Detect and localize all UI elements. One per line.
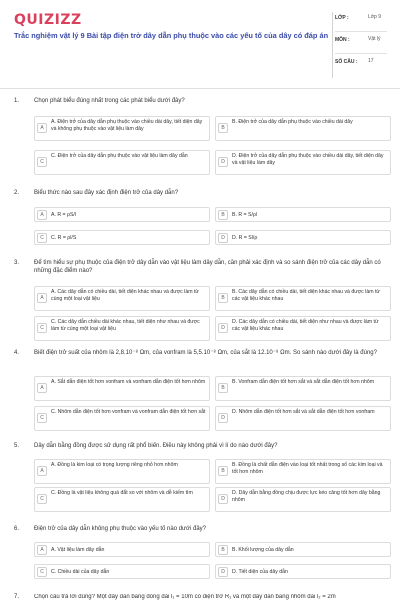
option-text: A. Sắt dẫn điện tốt hơn vonfram và vonfram dẫn điện tốt hơn nhôm bbox=[51, 379, 206, 385]
option-text: B. Vonfram dẫn điện tốt hơn sắt và sắt dẫn điện tốt hơn nhôm bbox=[232, 379, 375, 385]
option-a[interactable] bbox=[34, 207, 210, 222]
option-text: D. Nhôm dẫn điện tốt hơn sắt và sắt dẫn điện tốt hơn vonfram bbox=[232, 409, 375, 415]
option-text: C. Đồng là vật liệu không quá đắt so với nhôm và dễ kiếm tìm bbox=[51, 490, 193, 496]
option-text: A. R = ρS/l bbox=[51, 212, 77, 218]
option-letter: B bbox=[218, 210, 228, 220]
option-letter: A bbox=[37, 210, 47, 220]
option-text: A. Điện trở của dây dẫn phụ thuộc vào chiều dài dây, tiết diện dây và không phụ thuộc vào vật liệu làm dây bbox=[51, 119, 203, 132]
option-c[interactable] bbox=[34, 487, 210, 512]
option-b[interactable] bbox=[215, 116, 391, 141]
document-title: Trắc nghiệm vật lý 9 Bài tập điện trở dây dẫn phụ thuộc vào các yếu tố của dây có đáp án bbox=[14, 31, 329, 40]
question-text: Chọn câu trả lời đúng? Một dây dẫn bằng đồng dài l₁ = 10m có điện trở R₁ và một dây dẫn bằng nhôm dài l₂ = 2m bbox=[34, 594, 336, 600]
meta-value: 17 bbox=[368, 58, 374, 64]
option-text: B. R = S/ρl bbox=[232, 212, 258, 218]
option-text: D. R = Sl/ρ bbox=[232, 235, 258, 241]
option-d[interactable] bbox=[215, 487, 391, 512]
question-text: Biểu thức nào sau đây xác định điện trở của dây dẫn? bbox=[34, 190, 179, 196]
question-number: 5. bbox=[14, 443, 20, 449]
meta-box bbox=[332, 12, 386, 78]
option-d[interactable] bbox=[215, 564, 391, 579]
option-b[interactable] bbox=[215, 286, 391, 311]
option-letter: C bbox=[37, 233, 47, 243]
meta-label: LỚP : bbox=[335, 15, 349, 21]
option-a[interactable] bbox=[34, 459, 210, 484]
option-text: D. Dây dẫn bằng đồng chịu được lực kéo căng tốt hơn dây bằng nhôm bbox=[232, 490, 381, 503]
option-letter: D bbox=[218, 323, 228, 333]
option-c[interactable] bbox=[34, 150, 210, 175]
option-letter: A bbox=[37, 123, 47, 133]
meta-row-count bbox=[335, 56, 387, 76]
question-text: Dây dẫn bằng đồng được sử dụng rất phổ biến. Điều này không phải vì lí do nào dưới đây? bbox=[34, 443, 278, 449]
option-text: A. Đồng là kim loại có trọng lượng riêng nhỏ hơn nhôm bbox=[51, 462, 178, 468]
question-number: 4. bbox=[14, 350, 20, 356]
option-letter: C bbox=[37, 413, 47, 423]
header-divider bbox=[0, 88, 400, 89]
option-a[interactable] bbox=[34, 376, 210, 401]
option-letter: B bbox=[218, 383, 228, 393]
option-c[interactable] bbox=[34, 230, 210, 245]
option-b[interactable] bbox=[215, 376, 391, 401]
option-letter: D bbox=[218, 413, 228, 423]
question-text: Biết điện trở suất của nhôm là 2,8.10⁻⁸ Ωm, của vonfram là 5,5.10⁻⁸ Ωm, của sắt là 12.10⁻⁸ Ωm. So sánh nào dưới đây là đúng? bbox=[34, 350, 377, 356]
option-b[interactable] bbox=[215, 459, 391, 484]
option-text: D. Các dây dẫn có chiều dài, tiết diện như nhau và được làm từ các vật liệu khác nhau bbox=[232, 319, 379, 332]
option-d[interactable] bbox=[215, 230, 391, 245]
document-header bbox=[0, 0, 400, 86]
option-letter: B bbox=[218, 293, 228, 303]
option-text: C. R = ρl/S bbox=[51, 235, 77, 241]
option-letter: B bbox=[218, 545, 228, 555]
meta-value: Lớp 9 bbox=[368, 14, 382, 20]
question-number: 6. bbox=[14, 526, 20, 532]
option-a[interactable] bbox=[34, 542, 210, 557]
meta-value: Vật lý bbox=[368, 36, 381, 42]
question-text: Chọn phát biểu đúng nhất trong các phát biểu dưới đây? bbox=[34, 98, 185, 104]
option-letter: C bbox=[37, 494, 47, 504]
option-letter: D bbox=[218, 567, 228, 577]
option-text: C. Nhôm dẫn điện tốt hơn vonfram và vonfram dẫn điện tốt hơn sắt bbox=[51, 409, 206, 415]
option-b[interactable] bbox=[215, 207, 391, 222]
option-text: C. Chiều dài của dây dẫn bbox=[51, 569, 110, 575]
option-text: A. Vật liệu làm dây dẫn bbox=[51, 547, 105, 553]
question-number: 1. bbox=[14, 98, 20, 104]
question-text: Để tìm hiểu sự phụ thuộc của điện trở dây dẫn vào vật liệu làm dây dẫn, cần phải xác định và so sánh điện trở của các dây dẫn có những đặc điểm nào? bbox=[34, 260, 381, 274]
option-d[interactable] bbox=[215, 150, 391, 175]
option-c[interactable] bbox=[34, 564, 210, 579]
option-text: B. Điện trở của dây dẫn phụ thuộc vào chiều dài dây bbox=[232, 119, 353, 125]
option-letter: D bbox=[218, 157, 228, 167]
option-letter: A bbox=[37, 383, 47, 393]
option-text: B. Khối lượng của dây dẫn bbox=[232, 547, 294, 553]
option-text: C. Điện trở của dây dẫn phụ thuộc vào vật liệu làm dây dẫn bbox=[51, 153, 188, 159]
meta-label: MÔN : bbox=[335, 37, 350, 43]
option-b[interactable] bbox=[215, 542, 391, 557]
option-c[interactable] bbox=[34, 316, 210, 341]
question-text: Điện trở của dây dẫn không phụ thuộc vào yếu tố nào dưới đây? bbox=[34, 526, 206, 532]
option-letter: A bbox=[37, 545, 47, 555]
meta-row-grade bbox=[335, 12, 387, 32]
question-number: 7. bbox=[14, 594, 20, 600]
option-letter: C bbox=[37, 323, 47, 333]
option-letter: A bbox=[37, 466, 47, 476]
option-letter: B bbox=[218, 466, 228, 476]
option-letter: C bbox=[37, 567, 47, 577]
option-letter: D bbox=[218, 233, 228, 243]
meta-row-subject bbox=[335, 34, 387, 54]
option-letter: C bbox=[37, 157, 47, 167]
quizizz-logo: QUIZIZZ bbox=[14, 12, 82, 28]
option-a[interactable] bbox=[34, 286, 210, 311]
option-text: C. Các dây dẫn chiều dài khác nhau, tiết diện như nhau và được làm từ cùng một loại vật liệu bbox=[51, 319, 200, 332]
option-text: D. Điện trở của dây dẫn phụ thuộc vào chiều dài dây, tiết diện dây và vật liệu làm dây bbox=[232, 153, 384, 166]
option-d[interactable] bbox=[215, 406, 391, 431]
option-letter: D bbox=[218, 494, 228, 504]
option-text: D. Tiết diện của dây dẫn bbox=[232, 569, 288, 575]
option-letter: A bbox=[37, 293, 47, 303]
option-d[interactable] bbox=[215, 316, 391, 341]
option-text: A. Các dây dẫn có chiều dài, tiết diện khác nhau và được làm từ cùng một loại vật liệu bbox=[51, 289, 199, 302]
question-number: 2. bbox=[14, 190, 20, 196]
question-number: 3. bbox=[14, 260, 20, 266]
option-a[interactable] bbox=[34, 116, 210, 141]
option-text: B. Các dây dẫn có chiều dài, tiết diện khác nhau và được làm từ các vật liệu khác nhau bbox=[232, 289, 380, 302]
meta-label: SỐ CÂU : bbox=[335, 59, 358, 65]
option-c[interactable] bbox=[34, 406, 210, 431]
option-letter: B bbox=[218, 123, 228, 133]
option-text: B. Đồng là chất dẫn điện vào loại tốt nhất trong số các kim loại và tốt hơn nhôm bbox=[232, 462, 383, 475]
